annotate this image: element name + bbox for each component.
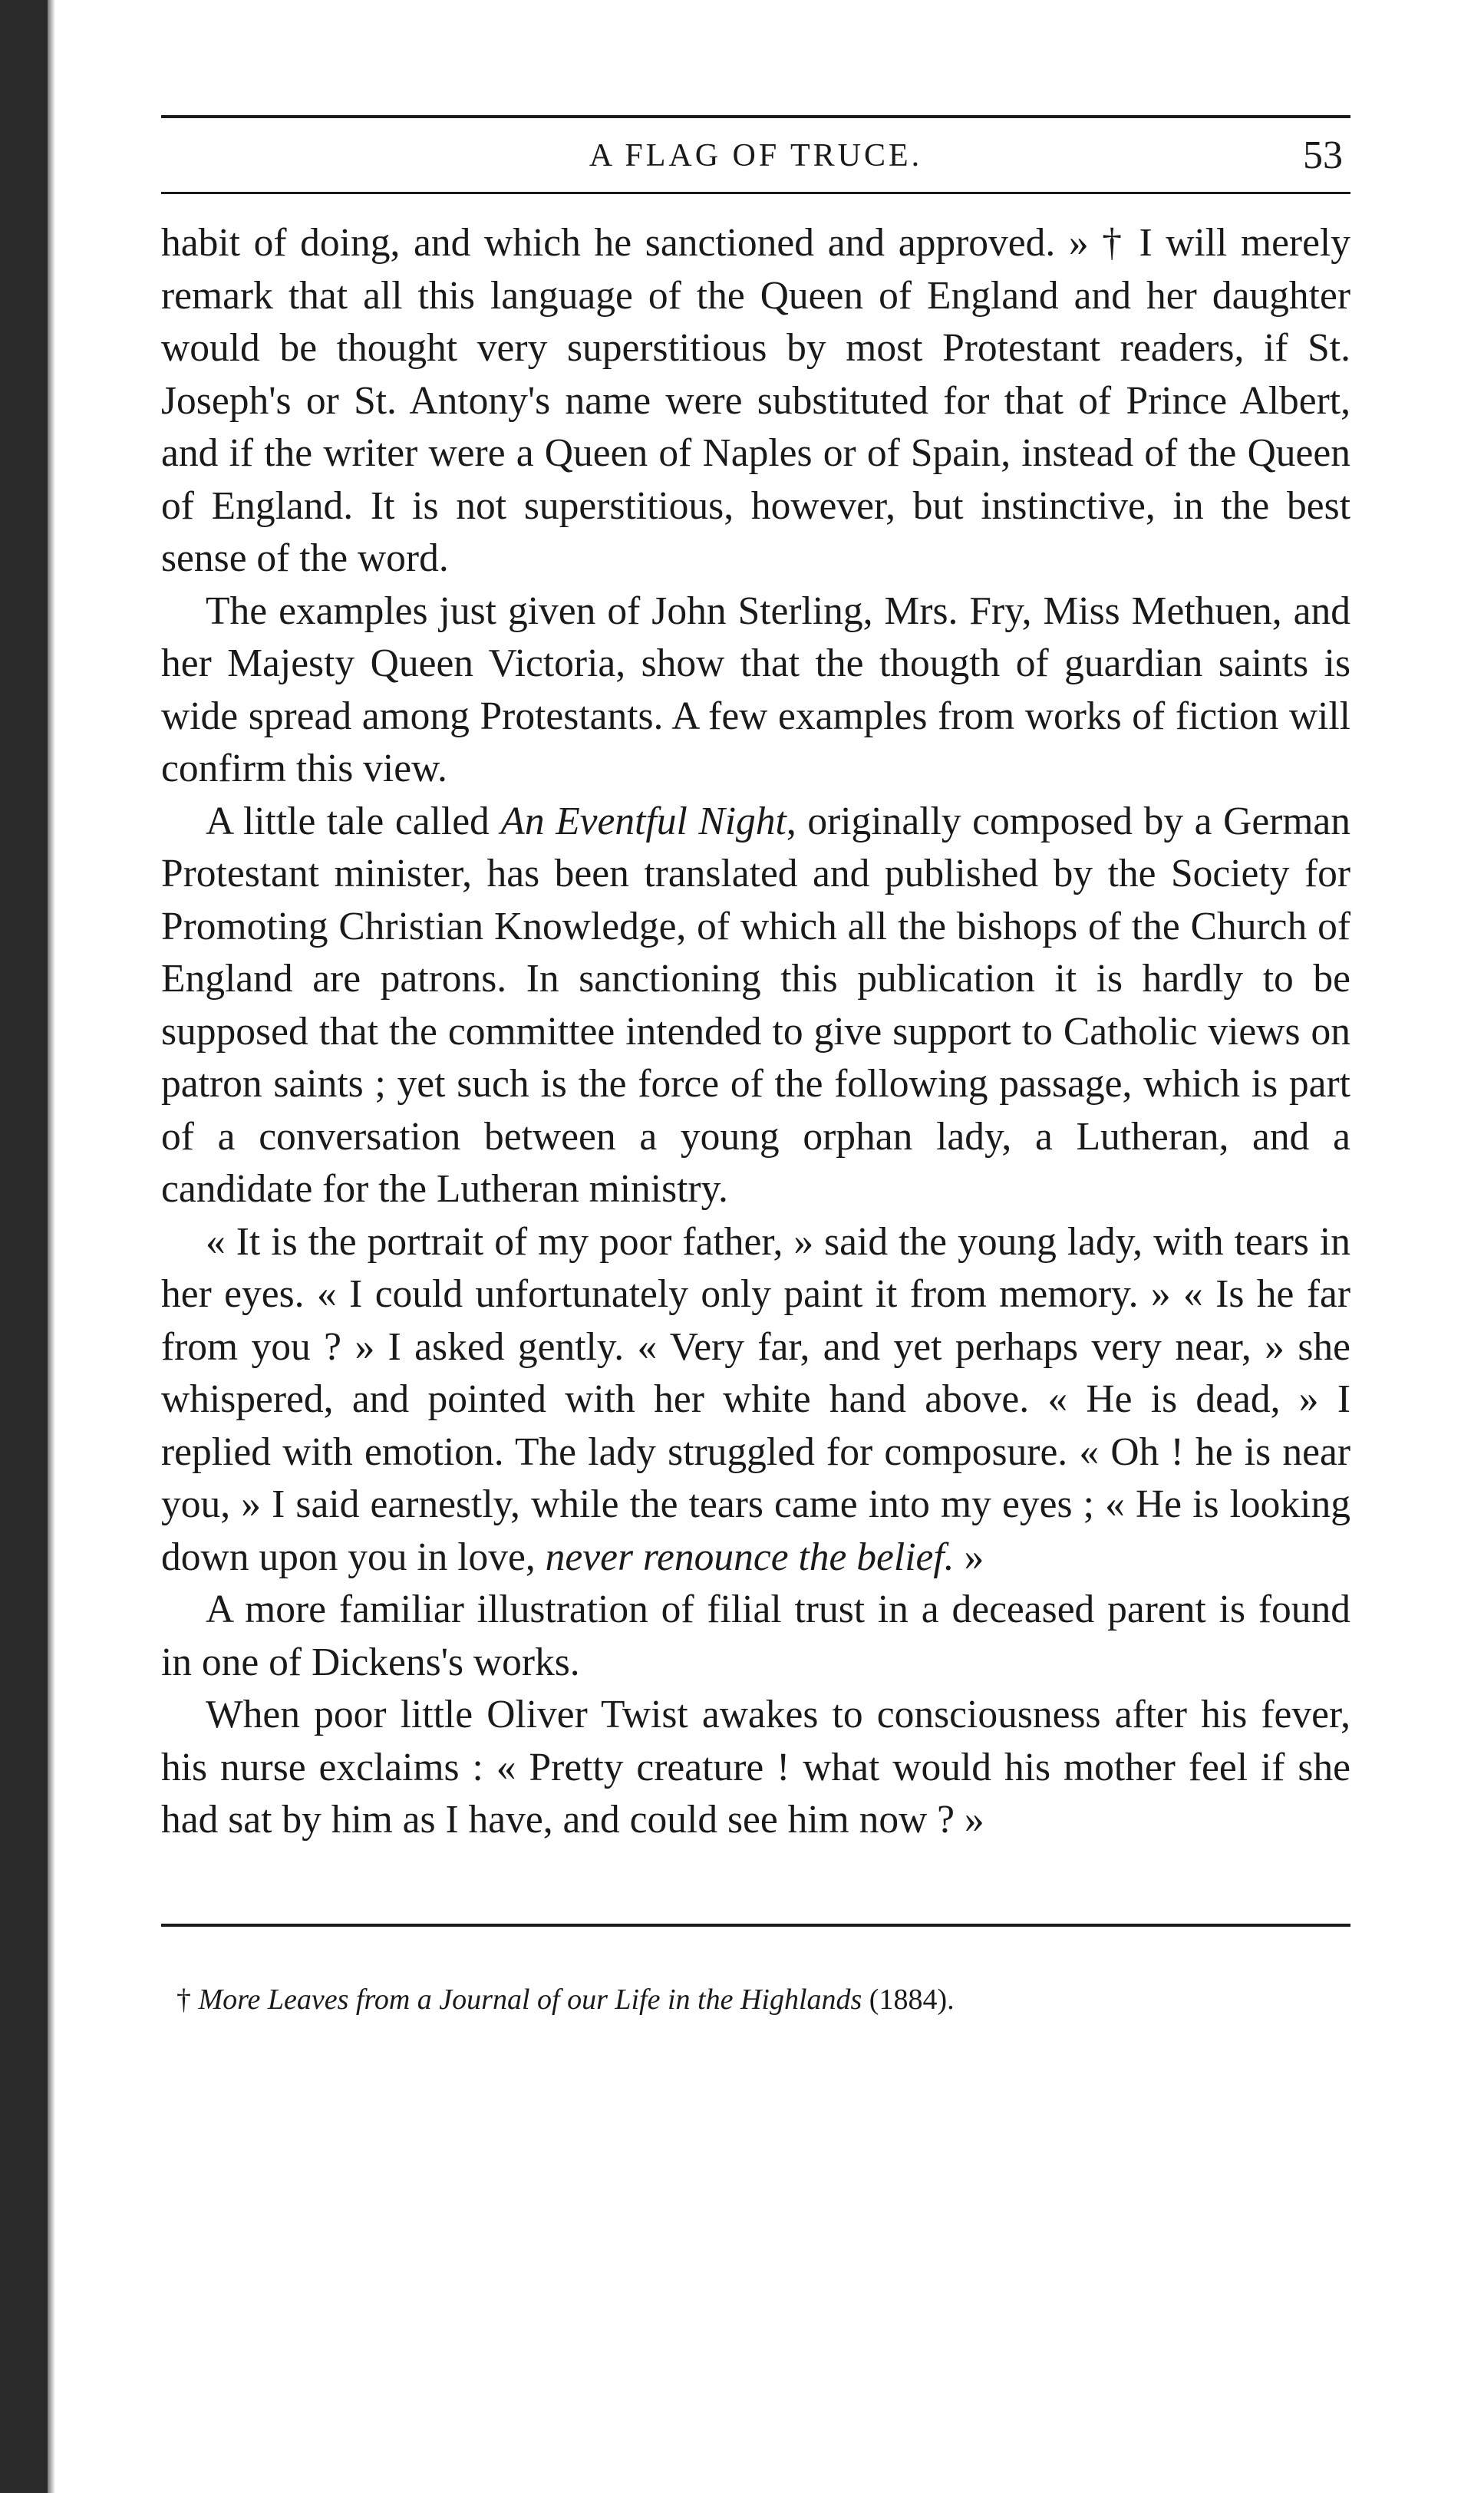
paragraph (161, 585, 1350, 796)
page-header (161, 129, 1350, 183)
text-run: habit of doing, and which he sanctioned and approved. » † I will merely remark that all this language of the Queen of England and her daughter would be thought very superstitious by most Protestant readers, if St. Joseph's or St. Antony's name were substituted for that of Prince Albert, and if the writer were a Queen of Naples or of Spain, instead of the Queen of England. It is not superstitious, however, but instinctive, in the best sense of the word. (161, 221, 1350, 580)
italic-text: never renounce the belief. (545, 1535, 955, 1579)
paragraph (161, 1584, 1350, 1689)
italic-text: An Eventful Night (500, 799, 787, 843)
footnote-year: (1884). (862, 1983, 955, 2016)
paragraph (161, 1216, 1350, 1585)
footnote-rule (161, 1924, 1350, 1927)
footnote-marker: † (176, 1983, 199, 2016)
header-rule (161, 115, 1350, 118)
header-underline (161, 192, 1350, 194)
footnote-title: More Leaves from a Journal of our Life in the Highlands (198, 1983, 862, 2016)
book-page (161, 115, 1350, 2019)
paragraph (161, 796, 1350, 1216)
running-head: A FLAG OF TRUCE. (589, 138, 923, 173)
binding-shadow (48, 0, 55, 2493)
text-run: , originally composed by a German Protestant minister, has been translated and published by the Society for Promoting Christian Knowledge, of which all the bishops of the Church of England are patrons. In sanctioning this publication it is hardly to be supposed that the committee intended to give support to Catholic views on patron saints ; yet such is the force of the following passage, which is part of a conversation between a young orphan lady, a Lutheran, and a candidate for the Lutheran ministry. (161, 799, 1350, 1211)
text-run: « It is the portrait of my poor father, » said the young lady, with tears in her eyes. « I could unfortunately only paint it from memory. » « Is he far from you ? » I asked gently. « Very far, and yet perhaps very near, » she whispered, and pointed with her white hand above. « He is dead, » I replied with emotion. The lady struggled for composure. « Oh ! he is near you, » I said earnestly, while the tears came into my eyes ; « He is looking down upon you in love, (161, 1219, 1350, 1579)
footnote (161, 1980, 1350, 2019)
text-run: The examples just given of John Sterling, Mrs. Fry, Miss Methuen, and her Majesty Queen Victoria, show that the thougth of guardian saints is wide spread among Protestants. A few examples from works of fiction will confirm this view. (161, 589, 1350, 790)
body-text (161, 217, 1350, 1847)
text-run: When poor little Oliver Twist awakes to consciousness after his fever, his nurse exclaims : « Pretty creature ! what would his mother feel if she had sat by him as I have, and could see him now ? » (161, 1693, 1350, 1842)
book-binding-edge (0, 0, 48, 2493)
paragraph (161, 217, 1350, 585)
text-run: A more familiar illustration of filial trust in a deceased parent is found in one of Dickens's works. (161, 1588, 1350, 1684)
text-run: » (954, 1535, 984, 1579)
paragraph (161, 1689, 1350, 1847)
text-run: A little tale called (206, 799, 501, 843)
page-number: 53 (1303, 134, 1343, 177)
